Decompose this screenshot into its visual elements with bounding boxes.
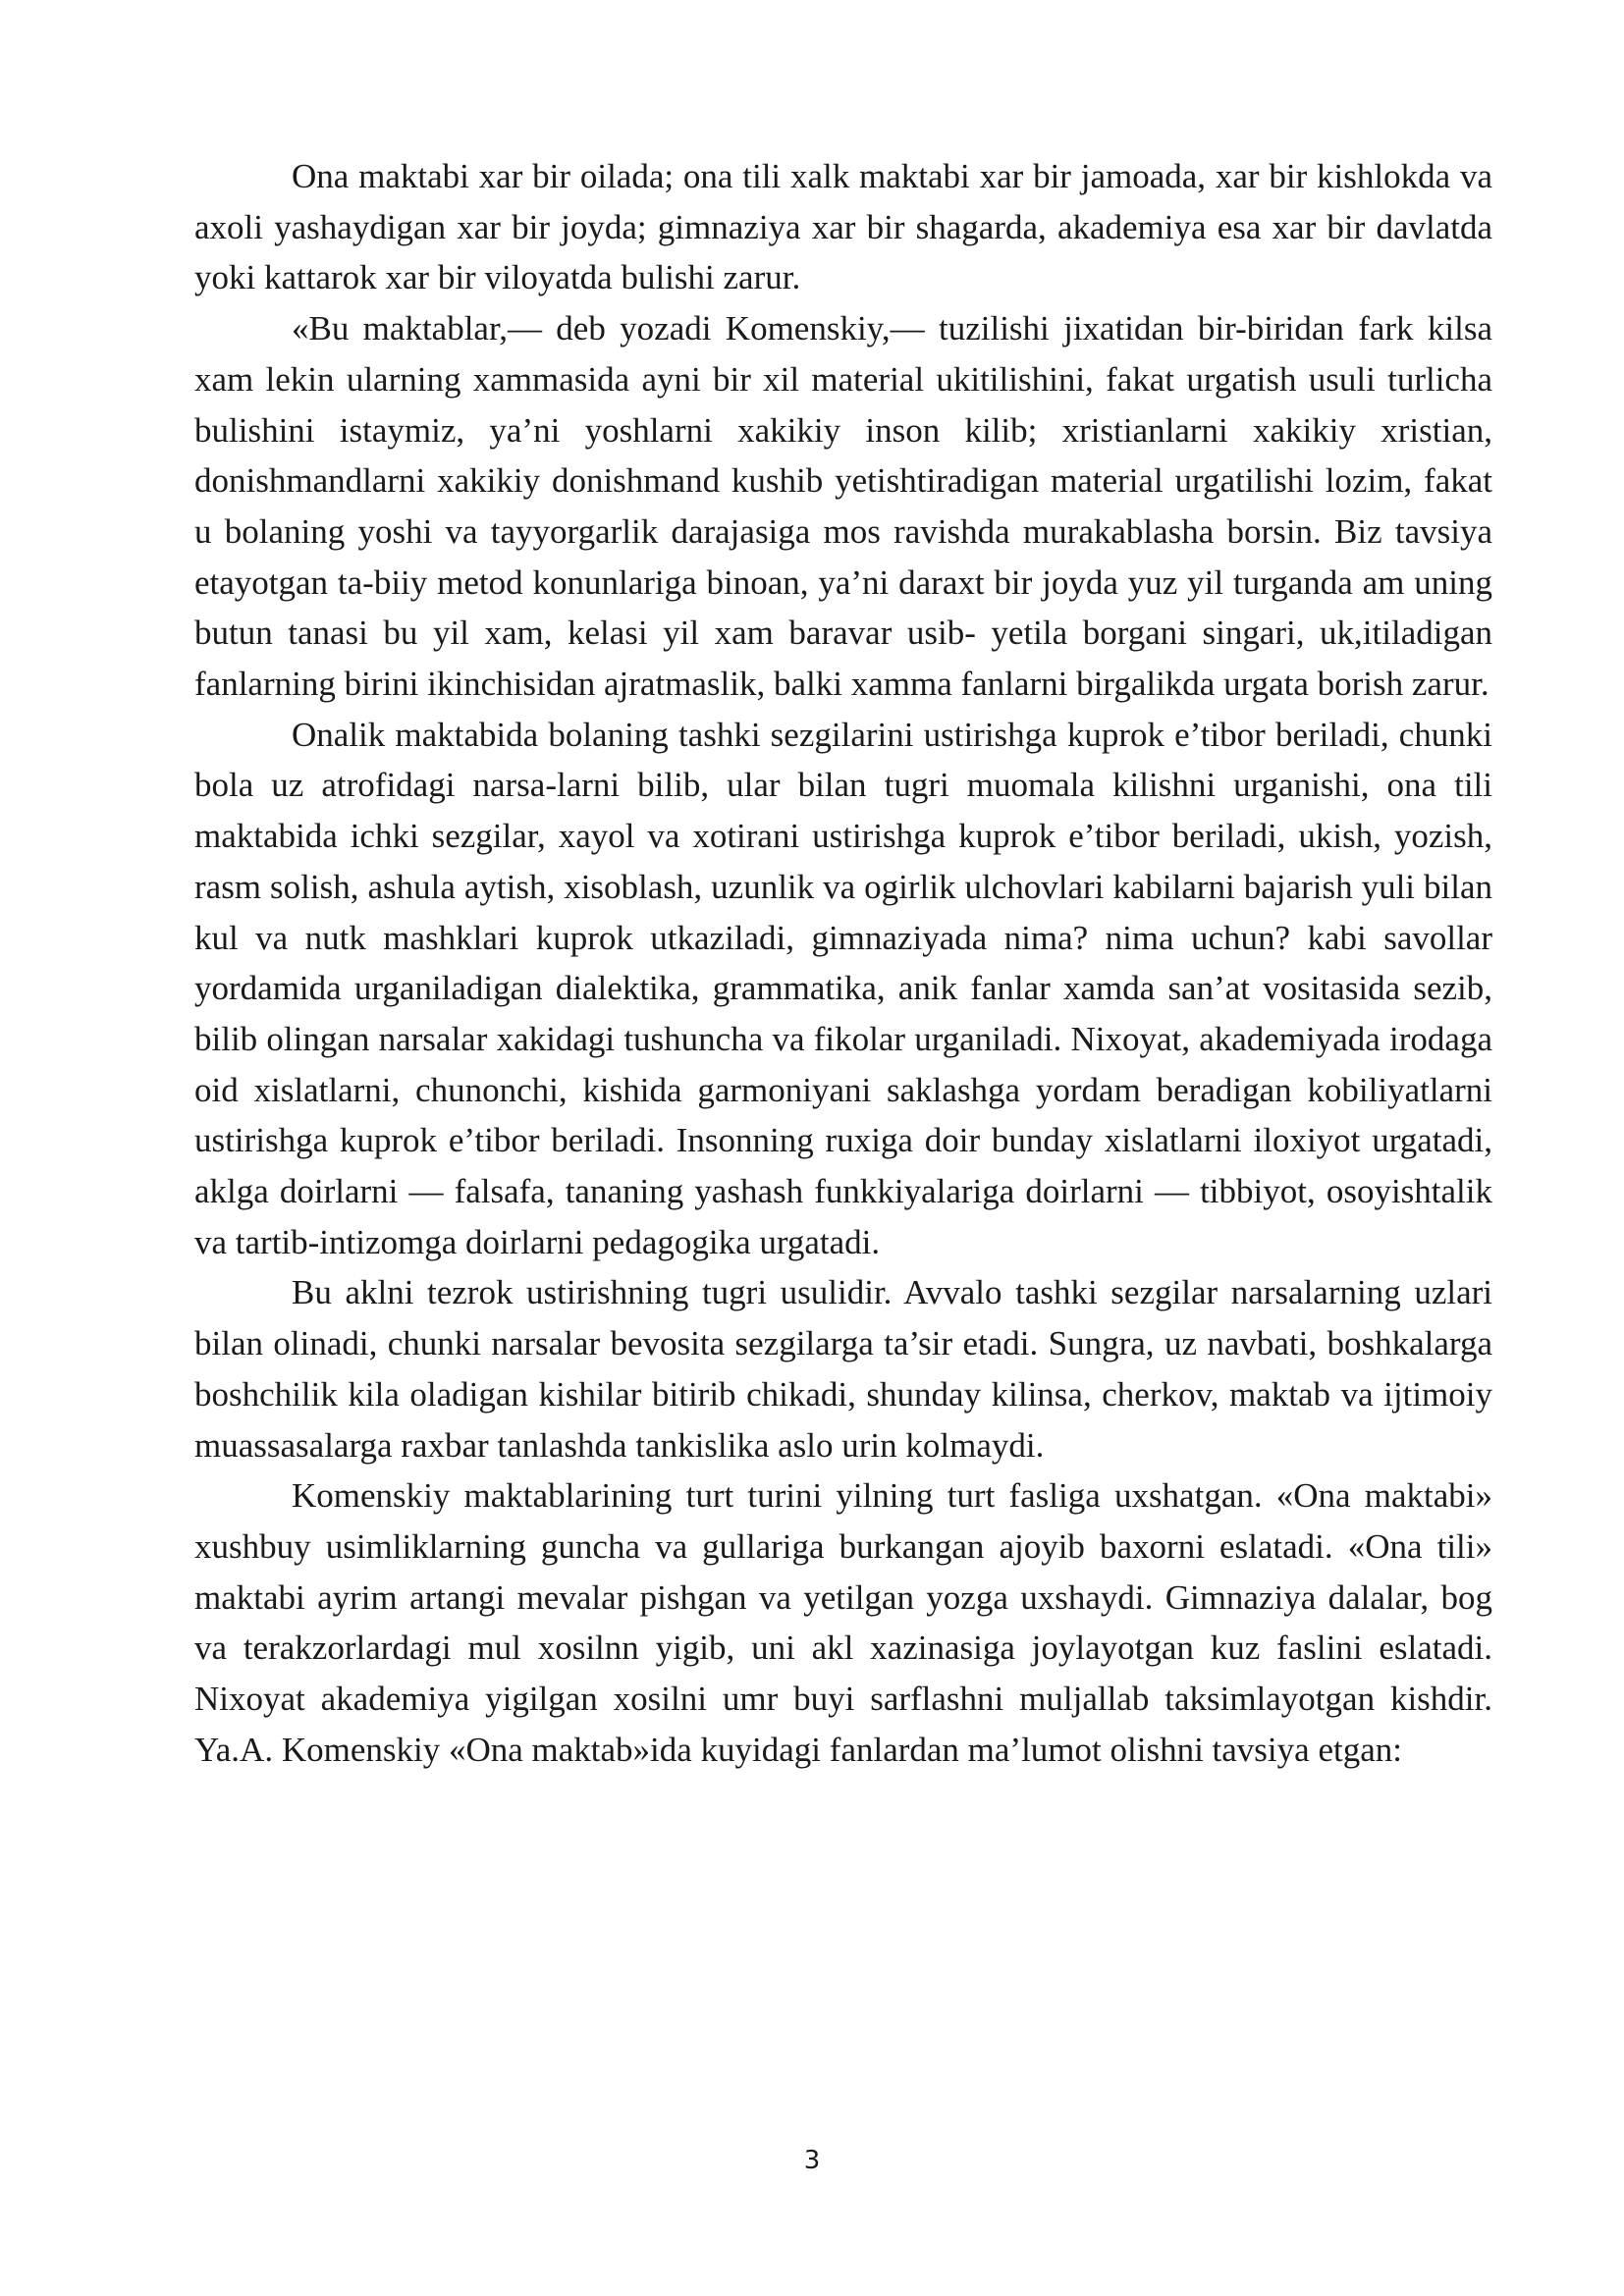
paragraph-5: Komenskiy maktablarining turt turini yilning turt fasliga uxshatgan. «Ona maktabi» xushbuy usimliklarning guncha va gullariga burkangan ajoyib baxorni eslatadi. «Ona tili» maktabi ayrim artangi mevalar pishgan va yetilgan yozga uxshaydi. Gimnaziya dalalar, bog va terakzorlardagi mul xosilnn yigib, uni akl xazinasiga joylayotgan kuz faslini eslatadi. Nixoyat akademiya yigilgan xosilni umr buyi sarflashni muljallab taksimlayotgan kishdir. Ya.A. Komenskiy «Ona maktab»ida kuyidagi fanlardan ma’lumot olishni tavsiya etgan:	[194, 1476, 1492, 1769]
paragraph-3: Onalik maktabida bolaning tashki sezgilarini ustirishga kuprok e’tibor beriladi, chunki bola uz atrofidagi narsa-larni bilib, ular bilan tugri muomala kilishni urganishi, ona tili maktabida ichki sezgilar, xayol va xotirani ustirishga kuprok e’tibor beriladi, ukish, yozish, rasm solish, ashula aytish, xisoblash, uzunlik va ogirlik ulchovlari kabilarni bajarish yuli bilan kul va nutk mashklari kuprok utkaziladi, gimnaziyada nima? nima uchun? kabi savollar yordamida urganiladigan dialektika, grammatika, anik fanlar xamda san’at vositasida sezib, bilib olingan narsalar xakidagi tushuncha va fikolar urganiladi. Nixoyat, akademiyada irodaga oid xislatlarni, chunonchi, kishida garmoniyani saklashga yordam beradigan kobiliyatlarni ustirishga kuprok e’tibor beriladi. Insonning ruxiga doir bunday xislatlarni iloxiyot urgatadi, aklga doirlarni — falsafa, tananing yashash funkkiyalariga doirlarni — tibbiyot, osoyishtalik va tartib-intizomga doirlarni pedagogika urgatadi.	[194, 715, 1492, 1261]
page-number: 3	[803, 2146, 821, 2175]
paragraph-4: Bu aklni tezrok ustirishning tugri usulidir. Avvalo tashki sezgilar narsalarning uzlari bilan olinadi, chunki narsalar bevosita sezgilarga ta’sir etadi. Sungra, uz navbati, boshkalarga boshchilik kila oladigan kishilar bitirib chikadi, shunday kilinsa, cherkov, maktab va ijtimoiy muassasalarga raxbar tanlashda tankislika aslo urin kolmaydi.	[194, 1273, 1492, 1465]
paragraph-1: Ona maktabi xar bir oilada; ona tili xalk maktabi xar bir jamoada, xar bir kishlokda va axoli yashaydigan xar bir joyda; gimnaziya xar bir shagarda, akademiya esa xar bir davlatda yoki kattarok xar bir viloyatda bulishi zarur.	[194, 157, 1492, 297]
paragraph-2: «Bu maktablar,— deb yozadi Komenskiy,— tuzilishi jixatidan bir-biridan fark kilsa xam lekin ularning xammasida ayni bir xil material ukitilishini, fakat urgatish usuli turlicha bulishini istaymiz, ya’ni yoshlarni xakikiy inson kilib; xristianlarni xakikiy xristian, donishmandlarni xakikiy donishmand kushib yetishtiradigan material urgatilishi lozim, fakat u bolaning yoshi va tayyorgarlik darajasiga mos ravishda murakablasha borsin. Biz tavsiya etayotgan ta-biiy metod konunlariga binoan, ya’ni daraxt bir joyda yuz yil turganda am uning butun tanasi bu yil xam, kelasi yil xam baravar usib- yetila borgani singari, uk,itiladigan fanlarning birini ikinchisidan ajratmaslik, balki xamma fanlarni birgalikda urgata borish zarur.	[194, 309, 1492, 704]
document-body	[194, 151, 1492, 1776]
